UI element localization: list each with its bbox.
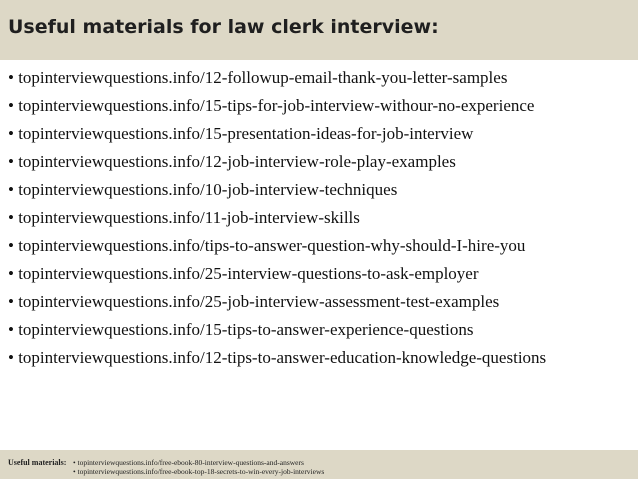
bullet-marker: • <box>8 208 14 227</box>
bullet-marker: • <box>8 320 14 339</box>
footer-link-free-ebook-18-secrets[interactable]: topinterviewquestions.info/free-ebook-top-18-secrets-to-win-every-job-interviews <box>77 467 325 476</box>
bullet-marker: • <box>8 124 14 143</box>
list-item <box>8 204 546 232</box>
list-item <box>8 316 546 344</box>
list-item <box>8 92 546 120</box>
bullet-marker: • <box>8 180 14 199</box>
link-tips-no-experience[interactable]: topinterviewquestions.info/15-tips-for-job-interview-withour-no-experience <box>18 96 535 115</box>
bullet-marker: • <box>8 236 14 255</box>
list-item <box>8 288 546 316</box>
link-interview-skills[interactable]: topinterviewquestions.info/11-job-interview-skills <box>18 208 360 227</box>
bullet-marker: • <box>8 292 14 311</box>
footer-list-item <box>73 467 324 476</box>
list-item <box>8 232 546 260</box>
list-item <box>8 176 546 204</box>
bullet-marker: • <box>73 458 76 467</box>
bullet-marker: • <box>8 96 14 115</box>
link-education-questions[interactable]: topinterviewquestions.info/12-tips-to-answer-education-knowledge-questions <box>18 348 547 367</box>
bullet-marker: • <box>8 348 14 367</box>
header-bar <box>0 0 638 60</box>
footer-label: Useful materials: <box>8 458 67 467</box>
link-presentation-ideas[interactable]: topinterviewquestions.info/15-presentation-ideas-for-job-interview <box>18 124 474 143</box>
list-item <box>8 260 546 288</box>
link-role-play[interactable]: topinterviewquestions.info/12-job-interview-role-play-examples <box>18 152 456 171</box>
footer-link-free-ebook-80-questions[interactable]: topinterviewquestions.info/free-ebook-80-interview-questions-and-answers <box>77 458 304 467</box>
bullet-marker: • <box>8 68 14 87</box>
list-item <box>8 344 546 372</box>
bullet-marker: • <box>8 152 14 171</box>
footer-links-list <box>73 458 324 476</box>
link-why-hire-you[interactable]: topinterviewquestions.info/tips-to-answer-question-why-should-I-hire-you <box>18 236 526 255</box>
bullet-marker: • <box>8 264 14 283</box>
list-item <box>8 64 546 92</box>
links-list <box>8 64 546 372</box>
link-interview-techniques[interactable]: topinterviewquestions.info/10-job-interview-techniques <box>18 180 398 199</box>
footer-bar <box>0 450 638 479</box>
page-title: Useful materials for law clerk interview: <box>8 16 439 38</box>
list-item <box>8 148 546 176</box>
link-experience-questions[interactable]: topinterviewquestions.info/15-tips-to-answer-experience-questions <box>18 320 474 339</box>
link-questions-to-ask[interactable]: topinterviewquestions.info/25-interview-questions-to-ask-employer <box>18 264 479 283</box>
bullet-marker: • <box>73 467 76 476</box>
link-followup-email[interactable]: topinterviewquestions.info/12-followup-email-thank-you-letter-samples <box>18 68 508 87</box>
footer-list-item <box>73 458 324 467</box>
list-item <box>8 120 546 148</box>
link-assessment-test[interactable]: topinterviewquestions.info/25-job-interview-assessment-test-examples <box>18 292 500 311</box>
